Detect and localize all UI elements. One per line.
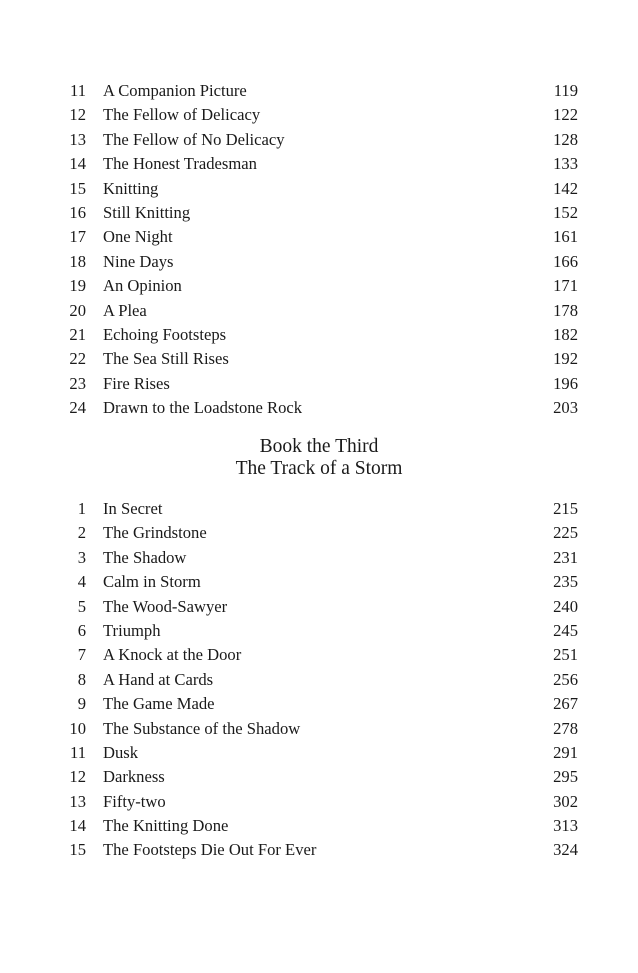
toc-entry xyxy=(56,546,578,570)
page-number: 178 xyxy=(553,300,578,320)
chapter-title: Still Knitting xyxy=(103,201,196,225)
chapter-number: 14 xyxy=(69,816,86,836)
chapter-title: The Sea Still Rises xyxy=(103,347,235,371)
toc-entry xyxy=(56,201,578,225)
toc-entry xyxy=(56,103,578,127)
toc-entry xyxy=(56,814,578,838)
chapter-number: 3 xyxy=(77,547,86,567)
toc-entry xyxy=(56,570,578,594)
chapter-number: 5 xyxy=(77,596,86,616)
page-number: 245 xyxy=(553,620,578,640)
toc-entry xyxy=(56,765,578,789)
page-number: 119 xyxy=(553,81,578,100)
page-number: 196 xyxy=(553,373,578,393)
chapter-title: A Hand at Cards xyxy=(103,668,219,692)
toc-entry xyxy=(56,225,578,249)
toc-entry xyxy=(56,521,578,545)
book-heading: Book the Third xyxy=(259,436,379,457)
chapter-title: Darkness xyxy=(103,765,171,789)
chapter-title: The Substance of the Shadow xyxy=(103,717,306,741)
chapter-title: The Honest Tradesman xyxy=(103,152,263,176)
toc-entry xyxy=(56,790,578,814)
chapter-title: The Wood-Sawyer xyxy=(103,595,233,619)
page-number: 182 xyxy=(553,324,578,344)
page-number: 161 xyxy=(553,227,578,247)
page-number: 231 xyxy=(553,547,578,567)
toc-entry xyxy=(56,619,578,643)
page-number: 313 xyxy=(553,816,578,836)
page-number: 302 xyxy=(553,791,578,811)
toc-entry xyxy=(56,396,578,420)
toc-entry xyxy=(56,595,578,619)
toc-entry xyxy=(56,250,578,274)
chapter-number: 15 xyxy=(69,178,86,198)
chapter-title: The Grindstone xyxy=(103,521,213,545)
page-number: 166 xyxy=(553,251,578,271)
chapter-number: 12 xyxy=(69,105,86,125)
chapter-number: 11 xyxy=(70,81,86,100)
chapter-number: 8 xyxy=(77,669,86,689)
chapter-title: Triumph xyxy=(103,619,167,643)
page-number: 215 xyxy=(553,499,578,518)
chapter-title: The Footsteps Die Out For Ever xyxy=(103,838,322,862)
chapter-number: 18 xyxy=(69,251,86,271)
toc-entry xyxy=(56,323,578,347)
toc-entry xyxy=(56,717,578,741)
toc-list-book-two xyxy=(56,79,578,420)
page-number: 278 xyxy=(553,718,578,738)
chapter-title: Dusk xyxy=(103,741,144,765)
page-number: 133 xyxy=(553,154,578,174)
toc-entry xyxy=(56,177,578,201)
chapter-title: A Companion Picture xyxy=(103,79,253,103)
chapter-title: A Plea xyxy=(103,299,153,323)
chapter-title: Echoing Footsteps xyxy=(103,323,232,347)
page-number: 291 xyxy=(553,742,578,762)
page-number: 142 xyxy=(553,178,578,198)
toc-entry xyxy=(56,643,578,667)
toc-entry xyxy=(56,741,578,765)
page-number: 122 xyxy=(553,105,578,125)
chapter-title: One Night xyxy=(103,225,179,249)
chapter-number: 13 xyxy=(69,791,86,811)
chapter-number: 9 xyxy=(77,694,86,714)
page-number: 225 xyxy=(553,523,578,543)
chapter-title: In Secret xyxy=(103,497,168,521)
toc-entry xyxy=(56,79,578,103)
page-number: 295 xyxy=(553,767,578,787)
book-subheading: The Track of a Storm xyxy=(235,458,403,479)
chapter-number: 20 xyxy=(69,300,86,320)
chapter-number: 17 xyxy=(69,227,86,247)
chapter-number: 4 xyxy=(77,572,86,592)
chapter-number: 23 xyxy=(69,373,86,393)
chapter-number: 16 xyxy=(69,202,86,222)
toc-entry xyxy=(56,497,578,521)
page-number: 128 xyxy=(553,129,578,149)
page-number: 203 xyxy=(553,398,578,418)
chapter-title: Nine Days xyxy=(103,250,180,274)
chapter-title: A Knock at the Door xyxy=(103,643,247,667)
chapter-number: 10 xyxy=(69,718,86,738)
chapter-number: 19 xyxy=(69,276,86,296)
chapter-title: Knitting xyxy=(103,177,164,201)
chapter-title: Fire Rises xyxy=(103,372,176,396)
chapter-title: The Knitting Done xyxy=(103,814,234,838)
page-number: 171 xyxy=(553,276,578,296)
page-number: 235 xyxy=(553,572,578,592)
chapter-number: 11 xyxy=(70,742,86,762)
chapter-title: The Game Made xyxy=(103,692,221,716)
toc-entry xyxy=(56,299,578,323)
page-number: 251 xyxy=(553,645,578,665)
chapter-number: 6 xyxy=(77,620,86,640)
chapter-title: Fifty-two xyxy=(103,790,172,814)
chapter-title: Drawn to the Loadstone Rock xyxy=(103,396,308,420)
page-number: 152 xyxy=(553,202,578,222)
chapter-number: 24 xyxy=(69,398,86,418)
toc-entry xyxy=(56,152,578,176)
chapter-number: 7 xyxy=(77,645,86,665)
chapter-number: 12 xyxy=(69,767,86,787)
toc-entry xyxy=(56,347,578,371)
chapter-number: 1 xyxy=(77,499,86,518)
page-number: 256 xyxy=(553,669,578,689)
chapter-title: The Fellow of No Delicacy xyxy=(103,128,291,152)
chapter-title: Calm in Storm xyxy=(103,570,207,594)
chapter-number: 22 xyxy=(69,349,86,369)
chapter-number: 15 xyxy=(69,840,86,860)
toc-entry xyxy=(56,692,578,716)
toc-entry xyxy=(56,128,578,152)
toc-entry xyxy=(56,274,578,298)
toc-entry xyxy=(56,372,578,396)
chapter-number: 2 xyxy=(77,523,86,543)
toc-entry xyxy=(56,838,578,862)
page-number: 267 xyxy=(553,694,578,714)
page-number: 240 xyxy=(553,596,578,616)
chapter-number: 14 xyxy=(69,154,86,174)
chapter-title: The Fellow of Delicacy xyxy=(103,103,266,127)
chapter-number: 13 xyxy=(69,129,86,149)
chapter-number: 21 xyxy=(69,324,86,344)
chapter-title: An Opinion xyxy=(103,274,188,298)
toc-entry xyxy=(56,668,578,692)
page-number: 192 xyxy=(553,349,578,369)
page-number: 324 xyxy=(553,840,578,860)
chapter-title: The Shadow xyxy=(103,546,192,570)
toc-list-book-three xyxy=(56,497,578,863)
